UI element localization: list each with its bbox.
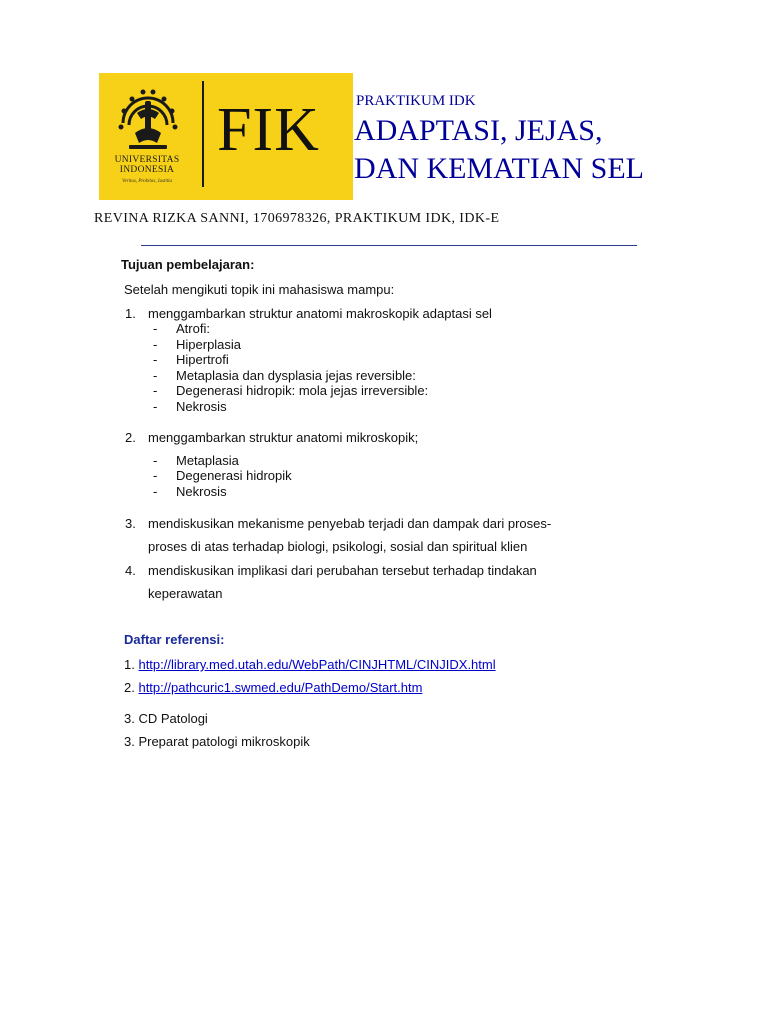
objective-2-text: menggambarkan struktur anatomi mikroskopik; [148,430,419,445]
university-line1: UNIVERSITAS [114,155,180,165]
reference-2 [124,680,422,696]
reference-4: 3. Preparat patologi mikroskopik [124,734,310,749]
list-bullet: - [153,484,158,499]
fik-logo [99,73,353,200]
objective-1-text: menggambarkan struktur anatomi makroskopik adaptasi sel [148,306,492,321]
list-item: Degenerasi hidropik: mola jejas irreversible: [176,383,429,398]
list-bullet: - [153,321,158,336]
objective-3-line1: mendiskusikan mekanisme penyebab terjadi dan dampak dari proses- [148,516,552,531]
header-divider [141,245,637,246]
references-heading: Daftar referensi: [124,632,225,647]
reference-1 [124,657,496,673]
list-item: Hipertrofi [176,352,229,367]
objective-4-number: 4. [125,563,136,578]
reference-2-link[interactable]: http://pathcuric1.swmed.edu/PathDemo/Start.htm [138,680,423,695]
objective-4-line2: keperawatan [148,586,223,601]
university-motto: Veritas, Probitas, Iustitia [121,179,173,184]
list-bullet: - [153,368,158,383]
list-item: Nekrosis [176,484,227,499]
reference-1-number: 1. [124,657,135,672]
list-item: Degenerasi hidropik [176,468,292,483]
document-title-line2: DAN KEMATIAN SEL [354,152,644,185]
objective-3-number: 3. [125,516,136,531]
document-title-line1: ADAPTASI, JEJAS, [354,114,603,147]
list-item: Atrofi: [176,321,210,336]
list-bullet: - [153,352,158,367]
reference-1-link[interactable]: http://library.med.utah.edu/WebPath/CINJHTML/CINJIDX.html [138,657,496,672]
list-item: Metaplasia dan dysplasia jejas reversible: [176,368,416,383]
document-subtitle: PRAKTIKUM IDK [356,93,476,109]
reference-3: 3. CD Patologi [124,711,208,726]
university-name [105,155,189,175]
reference-2-number: 2. [124,680,135,695]
objective-2-number: 2. [125,430,136,445]
logo-divider [202,81,204,187]
objective-3-line2: proses di atas terhadap biologi, psikologi, sosial dan spiritual klien [148,539,528,554]
university-line2: INDONESIA [119,165,175,175]
objective-4-line1: mendiskusikan implikasi dari perubahan tersebut terhadap tindakan [148,563,537,578]
list-item: Nekrosis [176,399,227,414]
list-item: Metaplasia [176,453,239,468]
list-bullet: - [153,453,158,468]
list-bullet: - [153,399,158,414]
faculty-abbreviation: FIK [217,96,320,164]
objectives-heading: Tujuan pembelajaran: [121,257,255,272]
author-line: REVINA RIZKA SANNI, 1706978326, PRAKTIKUM IDK, IDK-E [94,211,500,226]
makara-emblem-icon [115,83,181,153]
list-bullet: - [153,468,158,483]
objective-1-number: 1. [125,306,136,321]
objectives-intro: Setelah mengikuti topik ini mahasiswa mampu: [124,282,395,297]
list-bullet: - [153,383,158,398]
list-bullet: - [153,337,158,352]
list-item: Hiperplasia [176,337,242,352]
